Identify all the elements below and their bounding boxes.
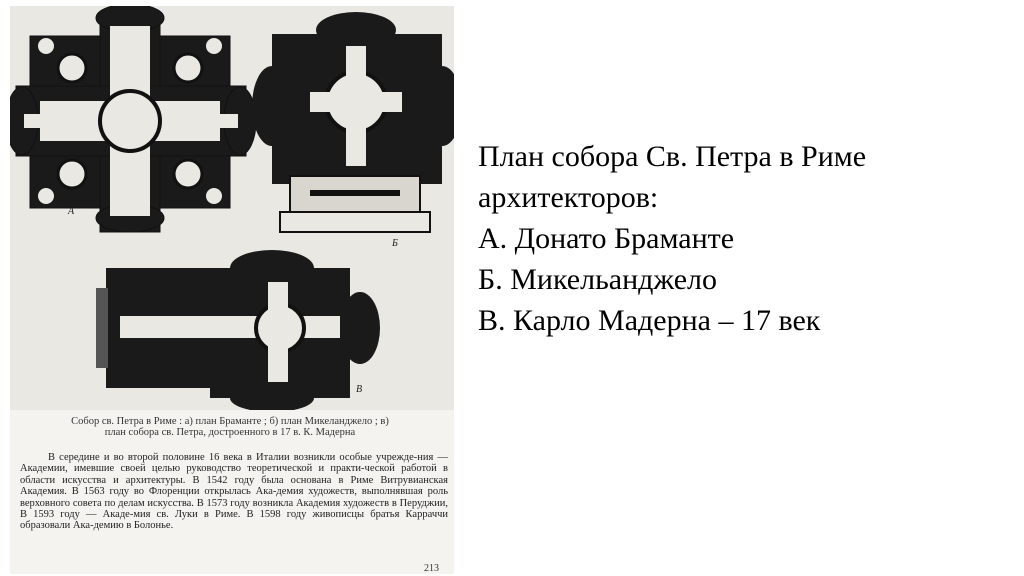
caption-line-2: план собора св. Петра, достроенного в 17 в. К. Мадерна [104, 427, 356, 438]
caption-line-1: Собор св. Петра в Риме : а) план Браманте ; б) план Микеланджело ; в) [71, 416, 389, 427]
page-number: 213 [424, 563, 439, 574]
slide-item-c: В. Карло Мадерна – 17 век [478, 304, 821, 337]
slide-title-line-1: План собора Св. Петра в Риме [478, 140, 867, 173]
slide-text-block [478, 136, 998, 341]
plan-bramante [10, 6, 256, 232]
slide-title-line-2: архитекторов: [478, 181, 659, 214]
book-page-scan [10, 6, 454, 574]
floor-plans-drawing [10, 6, 454, 410]
figure-label-c: В [356, 384, 363, 395]
plan-michelangelo [252, 12, 454, 232]
plan-maderno [96, 250, 380, 410]
figure-label-a: А [68, 206, 75, 217]
slide-item-a: А. Донато Браманте [478, 222, 735, 255]
book-body-text: В середине и во второй половине 16 века в Италии возникли особые учрежде-ния — Академии, имевшие своей целью руководство теоретической и практи-ческой работой в области искусства и архитектуры. В 1542 году была основана в Риме Витрувианская Академия. В 1563 году во Флоренции открылась Ака-демия художеств, выполнявшая роль верховного совета по делам искусства. В 1573 году возникла Академия художеств в Перуджии, В 1593 году — Акаде-мия св. Луки в Риме. В 1598 году живописцы братья Карраччи образовали Ака-демию в Болонье. [20, 452, 448, 532]
figure-label-b: Б [392, 238, 398, 249]
slide-item-b: Б. Микельанджело [478, 263, 718, 296]
figure-caption [40, 416, 420, 438]
floor-plans-figure [10, 6, 454, 410]
